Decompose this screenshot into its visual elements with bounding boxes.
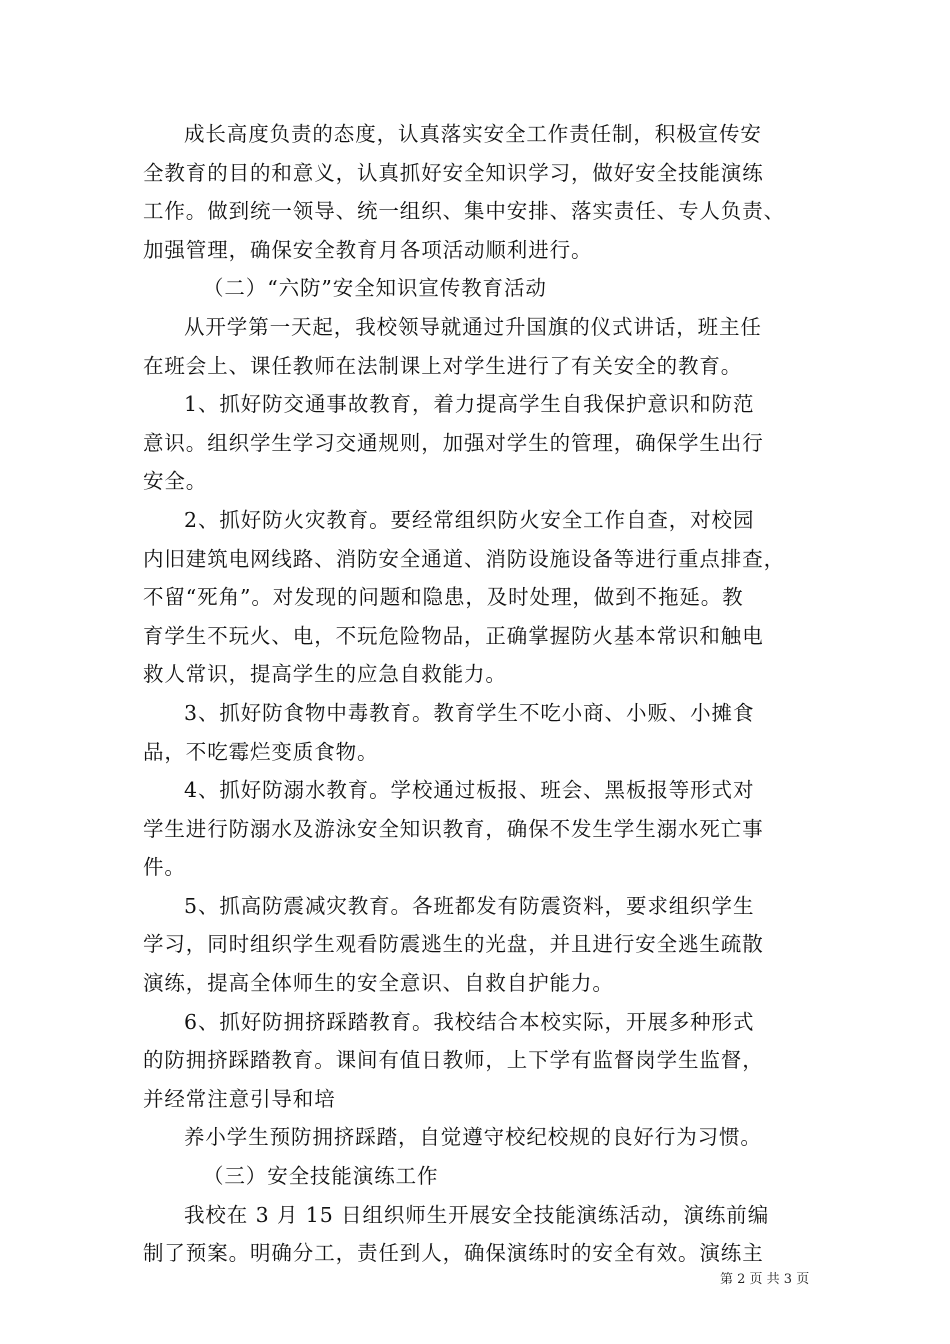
- text-line: 1、抓好防交通事故教育，着力提高学生自我保护意识和防范: [184, 392, 755, 417]
- section-heading: （二）“六防”安全知识宣传教育活动: [203, 276, 547, 301]
- text-line: 并经常注意引导和培: [143, 1086, 336, 1111]
- page-number-footer: 第 2 页 共 3 页: [720, 1272, 810, 1287]
- text-line: 救人常识，提高学生的应急自救能力。: [143, 662, 507, 687]
- text-line: 在班会上、课任教师在法制课上对学生进行了有关安全的教育。: [143, 353, 743, 378]
- text-line: 5、抓高防震减灾教育。各班都发有防震资料，要求组织学生: [184, 893, 755, 918]
- text-line: 加强管理，确保安全教育月各项活动顺利进行。: [143, 237, 593, 262]
- text-line: 2、抓好防火灾教育。要经常组织防火安全工作自查，对校园: [184, 507, 755, 532]
- text-line: 不留“死角”。对发现的问题和隐患，及时处理，做到不拖延。教: [143, 585, 744, 610]
- text-line: 全教育的目的和意义，认真抓好安全知识学习，做好安全技能演练: [143, 160, 764, 185]
- text-line: 4、抓好防溺水教育。学校通过板报、班会、黑板报等形式对: [184, 778, 755, 803]
- text-line: 安全。: [143, 469, 208, 494]
- text-line: 我校在 3 月 15 日组织师生开展安全技能演练活动，演练前编: [184, 1202, 770, 1227]
- document-body: [143, 115, 811, 1273]
- text-line: 养小学生预防拥挤踩踏，自觉遵守校纪校规的良好行为习惯。: [184, 1125, 762, 1150]
- text-line: 内旧建筑电网线路、消防安全通道、消防设施设备等进行重点排查，: [143, 546, 785, 571]
- text-line: 从开学第一天起，我校领导就通过升国旗的仪式讲话，班主任: [184, 314, 762, 339]
- text-line: 6、抓好防拥挤踩踏教育。我校结合本校实际，开展多种形式: [184, 1009, 755, 1034]
- text-line: 育学生不玩火、电，不玩危险物品，正确掌握防火基本常识和触电: [143, 623, 764, 648]
- text-line: 的防拥挤踩踏教育。课间有值日教师，上下学有监督岗学生监督，: [143, 1048, 764, 1073]
- text-line: 学习，同时组织学生观看防震逃生的光盘，并且进行安全逃生疏散: [143, 932, 764, 957]
- text-line: 学生进行防溺水及游泳安全知识教育，确保不发生学生溺水死亡事: [143, 816, 764, 841]
- text-line: 3、抓好防食物中毒教育。教育学生不吃小商、小贩、小摊食: [184, 700, 755, 725]
- text-line: 意识。组织学生学习交通规则，加强对学生的管理，确保学生出行: [143, 430, 764, 455]
- text-line: 成长高度负责的态度，认真落实安全工作责任制，积极宣传安: [184, 122, 762, 146]
- text-line: 演练，提高全体师生的安全意识、自救自护能力。: [143, 971, 614, 996]
- text-line: 制了预案。明确分工，责任到人，确保演练时的安全有效。演练主: [143, 1241, 764, 1266]
- section-heading: （三）安全技能演练工作: [203, 1164, 439, 1189]
- text-line: 件。: [143, 855, 186, 880]
- text-line: 品，不吃霉烂变质食物。: [143, 739, 379, 764]
- text-line: 工作。做到统一领导、统一组织、集中安排、落实责任、专人负责、: [143, 199, 785, 224]
